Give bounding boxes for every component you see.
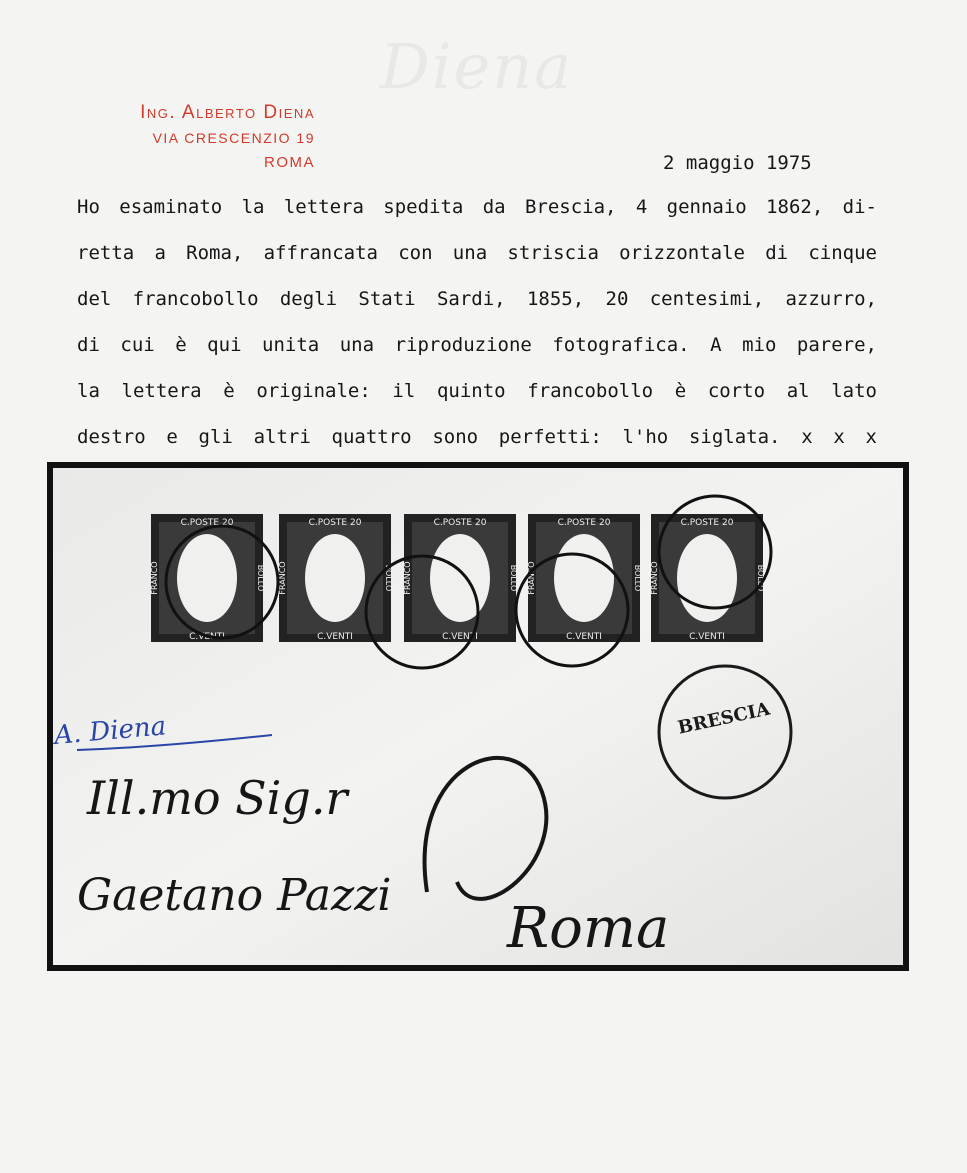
text-line: di cui è qui unita una riproduzione fotografica. A mio parere,: [77, 334, 877, 356]
stamp-bottom-label: C.VENTI: [566, 632, 602, 642]
stamp-right-label: BOLLO: [384, 564, 393, 592]
stamp-portrait: [554, 534, 614, 622]
stamp: [527, 514, 642, 642]
letterhead-city: ROMA: [264, 154, 315, 171]
address-line: Ill.mo Sig.r: [87, 771, 348, 825]
certificate-date: 2 maggio 1975: [663, 152, 812, 174]
stamp-right-label: BOLLO: [756, 564, 765, 592]
stamp-portrait: [430, 534, 490, 622]
stamp-left-label: FRANCO: [150, 561, 159, 595]
stamp-left-label: FRANCO: [527, 561, 536, 595]
cover-photograph: [47, 462, 909, 971]
stamp-top-label: C.POSTE 20: [557, 518, 611, 528]
stamp: [650, 514, 765, 642]
stamp-strip: [150, 514, 765, 642]
stamp-bottom-label: C.VENTI: [442, 632, 478, 642]
blue-signature: A. Diena: [52, 711, 168, 751]
stamp-left-label: FRANCO: [403, 561, 412, 595]
letterhead: [140, 100, 315, 176]
stamp-bottom-label: C.VENTI: [689, 632, 725, 642]
address-line: Gaetano Pazzi: [77, 870, 392, 921]
text-line: la lettera è originale: il quinto francobollo è corto al lato: [77, 380, 877, 402]
stamp-portrait: [177, 534, 237, 622]
brescia-postmark-text: BRESCIA: [675, 698, 772, 739]
address-line: Roma: [507, 896, 670, 961]
certificate-text: [77, 196, 877, 472]
stamp-top-label: C.POSTE 20: [433, 518, 487, 528]
stamp-right-label: BOLLO: [509, 564, 518, 592]
stamp-left-label: FRANCO: [650, 561, 659, 595]
letterhead-street: VIA CRESCENZIO 19: [152, 130, 315, 146]
stamp-top-label: C.POSTE 20: [180, 518, 234, 528]
text-line: del francobollo degli Stati Sardi, 1855, 20 centesimi, azzurro,: [77, 288, 877, 310]
stamp-right-label: BOLLO: [633, 564, 642, 592]
stamp-portrait: [305, 534, 365, 622]
stamp-top-label: C.POSTE 20: [680, 518, 734, 528]
text-line: retta a Roma, affrancata con una striscia orizzontale di cinque: [77, 242, 877, 264]
stamp: [403, 514, 518, 642]
stamp-top-label: C.POSTE 20: [308, 518, 362, 528]
text-line: Ho esaminato la lettera spedita da Brescia, 4 gennaio 1862, di-: [77, 196, 877, 218]
watermark-signature: Diena: [380, 30, 574, 103]
stamp-right-label: BOLLO: [256, 564, 265, 592]
stamp-bottom-label: C.VENTI: [189, 632, 225, 642]
stamp-bottom-label: C.VENTI: [317, 632, 353, 642]
cover-image: [47, 462, 909, 971]
text-line: destro e gli altri quattro sono perfetti: l'ho siglata. x x x: [77, 426, 877, 448]
letterhead-name: Ing. Alberto Diena: [140, 102, 315, 123]
stamp-left-label: FRANCO: [278, 561, 287, 595]
